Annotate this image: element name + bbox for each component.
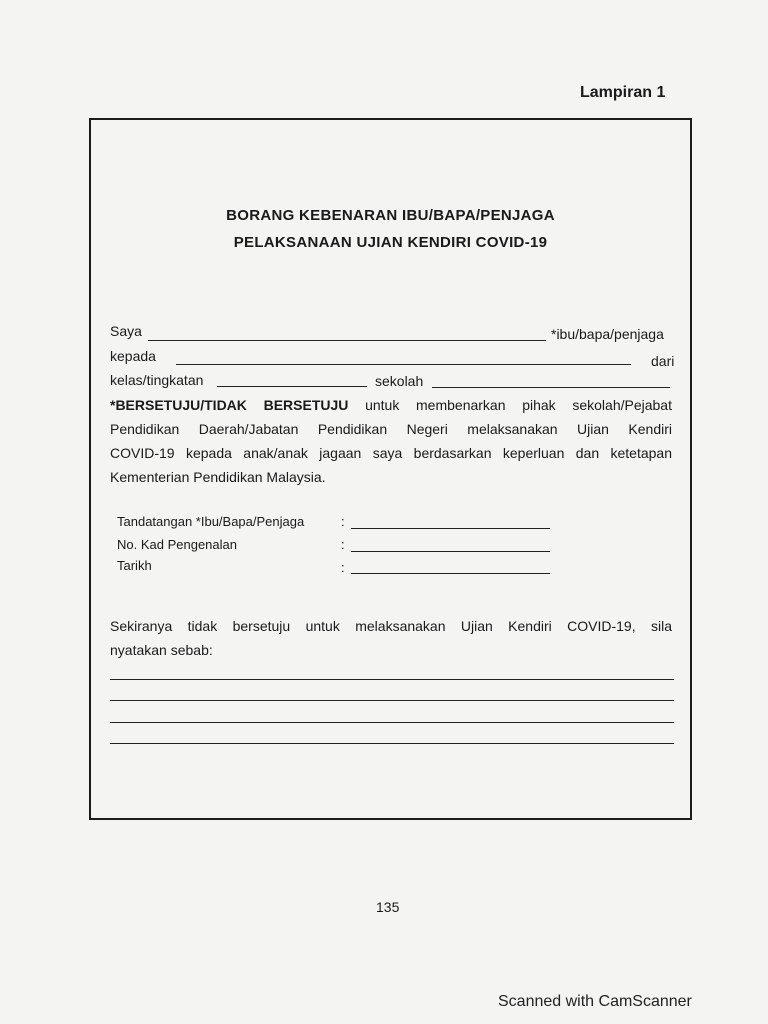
reason-field-line-1[interactable] bbox=[110, 679, 674, 680]
saya-label: Saya bbox=[110, 323, 142, 339]
school-field-line[interactable] bbox=[432, 387, 670, 388]
consent-line-1 bbox=[110, 393, 672, 417]
date-field-line[interactable] bbox=[351, 573, 550, 574]
consent-line-3: COVID-19 kepada anak/anak jagaan saya berdasarkan keperluan dan ketetapan bbox=[110, 445, 672, 461]
page-number: 135 bbox=[376, 899, 400, 915]
child-name-field-line[interactable] bbox=[176, 364, 631, 365]
reason-field-line-2[interactable] bbox=[110, 700, 674, 701]
reason-line-1: Sekiranya tidak bersetuju untuk melaksanakan Ujian Kendiri COVID-19, sila bbox=[110, 618, 672, 634]
ic-field-line[interactable] bbox=[351, 551, 550, 552]
form-title: BORANG KEBENARAN IBU/BAPA/PENJAGA bbox=[226, 207, 555, 224]
date-colon: : bbox=[341, 560, 345, 575]
ic-label: No. Kad Pengenalan bbox=[117, 537, 237, 552]
date-label: Tarikh bbox=[117, 558, 152, 573]
consent-line-2: Pendidikan Daerah/Jabatan Pendidikan Negeri melaksanakan Ujian Kendiri bbox=[110, 421, 672, 437]
signature-field-line[interactable] bbox=[351, 528, 550, 529]
form-subtitle: PELAKSANAAN UJIAN KENDIRI COVID-19 bbox=[233, 234, 548, 251]
kepada-label: kepada bbox=[110, 348, 156, 364]
signature-label: Tandatangan *Ibu/Bapa/Penjaga bbox=[117, 514, 305, 529]
lampiran-label: Lampiran 1 bbox=[580, 84, 666, 101]
dari-label: dari bbox=[651, 353, 675, 369]
consent-line-4: Kementerian Pendidikan Malaysia. bbox=[110, 469, 326, 485]
ic-colon: : bbox=[341, 537, 345, 552]
reason-line-2: nyatakan sebab: bbox=[110, 642, 213, 658]
consent-line-1-rest: untuk membenarkan pihak sekolah/Pejabat bbox=[348, 397, 672, 413]
role-label: *ibu/bapa/penjaga bbox=[551, 326, 664, 342]
scanner-watermark: Scanned with CamScanner bbox=[498, 993, 692, 1010]
kelas-label: kelas/tingkatan bbox=[110, 372, 204, 388]
class-field-line[interactable] bbox=[217, 386, 367, 387]
name-field-line[interactable] bbox=[148, 340, 546, 341]
reason-field-line-4[interactable] bbox=[110, 743, 674, 744]
reason-field-line-3[interactable] bbox=[110, 722, 674, 723]
signature-colon: : bbox=[341, 514, 345, 529]
consent-choice[interactable]: *BERSETUJU/TIDAK BERSETUJU bbox=[110, 397, 349, 413]
sekolah-label: sekolah bbox=[375, 373, 424, 389]
